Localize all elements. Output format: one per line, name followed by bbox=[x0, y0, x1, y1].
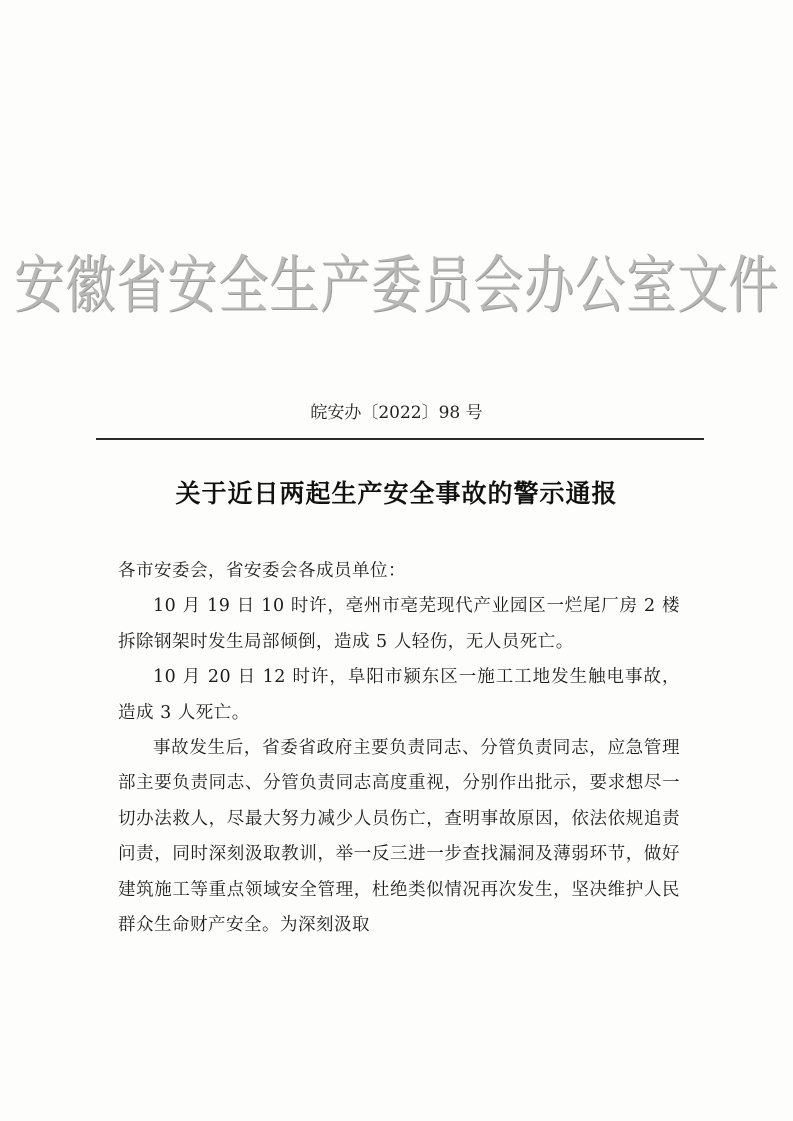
issuer-masthead: 安徽省安全生产委员会办公室文件 bbox=[14, 248, 779, 322]
header-divider bbox=[96, 438, 704, 440]
document-number: 皖安办〔2022〕98 号 bbox=[310, 403, 483, 423]
paragraph-incident-2: 10 月 20 日 12 时许，阜阳市颍东区一施工工地发生触电事故，造成 3 人死亡。 bbox=[118, 667, 680, 723]
paragraph-incident-1: 10 月 19 日 10 时许，亳州市亳芜现代产业园区一烂尾厂房 2 楼拆除钢架时发生局部倾倒，造成 5 人轻伤，无人员死亡。 bbox=[118, 596, 680, 652]
salutation: 各市安委会，省安委会各成员单位： bbox=[118, 561, 406, 581]
notice-body bbox=[118, 554, 680, 943]
paragraph-response: 事故发生后，省委省政府主要负责同志、分管负责同志，应急管理部主要负责同志、分管负责同志高度重视，分别作出批示，要求想尽一切办法救人，尽最大努力减少人员伤亡，查明事故原因，依法依规追责问责，同时深刻汲取教训，举一反三进一步查找漏洞及薄弱环节，做好建筑施工等重点领域安全管理，杜绝类似情况再次发生，坚决维护人民群众生命财产安全。为深刻汲取 bbox=[118, 738, 680, 936]
notice-title: 关于近日两起生产安全事故的警示通报 bbox=[175, 479, 618, 508]
